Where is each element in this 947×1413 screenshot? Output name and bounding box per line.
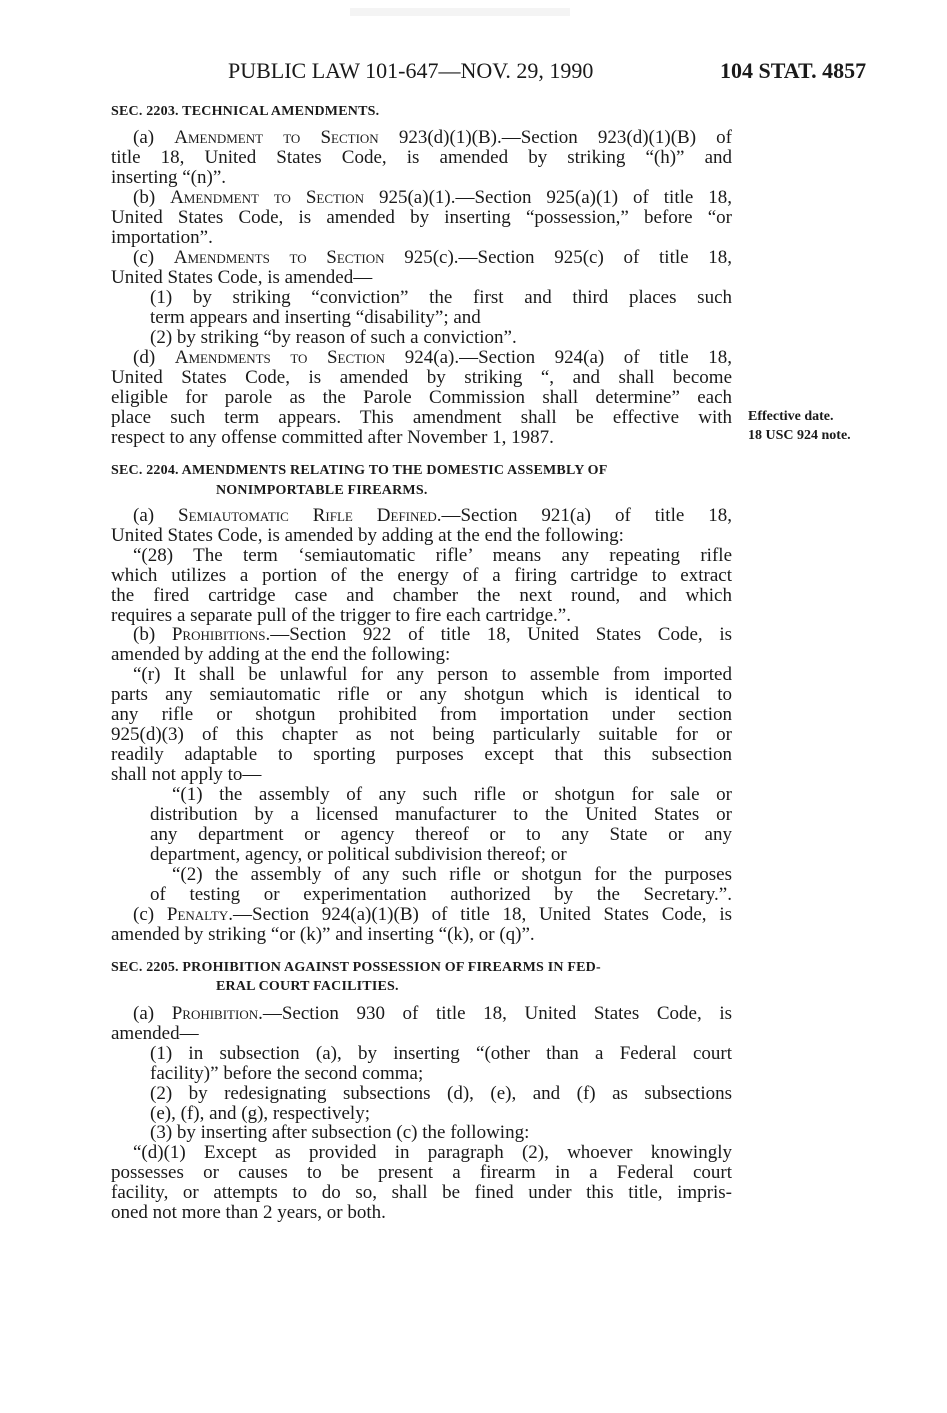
text-line: (e), (f), and (g), respectively;: [150, 1103, 370, 1124]
running-header-title: PUBLIC LAW 101-647—NOV. 29, 1990: [228, 58, 594, 83]
text-line: (d) Amendments to Section 924(a).—Section 924(a) of title 18,: [133, 347, 732, 368]
text-line: United States Code, is amended—: [111, 267, 373, 288]
text-line: (2) by striking “by reason of such a conviction”.: [150, 327, 517, 348]
text-line: parts any semiautomatic rifle or any shotgun which is identical to: [111, 684, 732, 705]
stat-page-number: 104 STAT. 4857: [720, 58, 867, 83]
text-line: respect to any offense committed after November 1, 1987.: [111, 427, 554, 448]
margin-note: 18 USC 924 note.: [748, 428, 851, 443]
text-line: (c) Penalty.—Section 924(a)(1)(B) of title 18, United States Code, is: [133, 904, 733, 925]
text-line: the fired cartridge case and chamber the next round, and which: [111, 585, 732, 606]
text-line: inserting “(n)”.: [111, 167, 227, 188]
text-line: 925(d)(3) of this chapter as not being particularly suitable for or: [111, 724, 732, 745]
text-line: title 18, United States Code, is amended by striking “(h)” and: [111, 147, 732, 168]
text-line: amended by adding at the end the following:: [111, 644, 451, 665]
text-line: United States Code, is amended by adding at the end the following:: [111, 525, 624, 546]
text-line: (3) by inserting after subsection (c) the following:: [150, 1122, 530, 1143]
section-heading: SEC. 2205. PROHIBITION AGAINST POSSESSION OF FIREARMS IN FED-: [111, 960, 601, 975]
text-line: (c) Amendments to Section 925(c).—Section 925(c) of title 18,: [133, 247, 732, 268]
text-line: (1) by striking “conviction” the first and third places such: [150, 287, 732, 308]
text-line: (b) Amendment to Section 925(a)(1).—Section 925(a)(1) of title 18,: [133, 187, 732, 208]
text-line: which utilizes a portion of the energy of a firing cartridge to extract: [111, 565, 732, 586]
text-line: distribution by a licensed manufacturer to the United States or: [150, 804, 732, 825]
text-line: department, agency, or political subdivision thereof; or: [150, 844, 567, 865]
section-heading: SEC. 2203. TECHNICAL AMENDMENTS.: [111, 104, 380, 119]
text-line: amended—: [111, 1023, 199, 1044]
text-line: facility, or attempts to do so, shall be fined under this title, impris-: [111, 1182, 732, 1203]
text-line: of testing or experimentation authorized by the Secretary.”.: [150, 884, 732, 905]
text-line: importation”.: [111, 227, 213, 248]
text-line: any department or agency thereof or to any State or any: [150, 824, 732, 845]
text-line: facility)” before the second comma;: [150, 1063, 424, 1084]
text-line: United States Code, is amended by inserting “possession,” before “or: [111, 207, 732, 228]
text-line: amended by striking “or (k)” and inserting “(k), or (q)”.: [111, 924, 535, 945]
text-line: (a) Prohibition.—Section 930 of title 18, United States Code, is: [133, 1003, 732, 1024]
section-heading: NONIMPORTABLE FIREARMS.: [216, 483, 428, 498]
text-line: (1) in subsection (a), by inserting “(other than a Federal court: [150, 1043, 732, 1064]
text-line: eligible for parole as the Parole Commission shall determine” each: [111, 387, 732, 408]
text-line: “(2) the assembly of any such rifle or shotgun for the purposes: [172, 864, 732, 885]
text-line: “(1) the assembly of any such rifle or shotgun for sale or: [172, 784, 732, 805]
text-line: (a) Amendment to Section 923(d)(1)(B).—Section 923(d)(1)(B) of: [133, 127, 732, 148]
text-line: “(r) It shall be unlawful for any person to assemble from imported: [133, 664, 732, 685]
section-heading: ERAL COURT FACILITIES.: [216, 979, 399, 994]
text-line: “(28) The term ‘semiautomatic rifle’ means any repeating rifle: [133, 545, 732, 566]
text-line: oned not more than 2 years, or both.: [111, 1202, 386, 1223]
text-line: term appears and inserting “disability”; and: [150, 307, 481, 328]
margin-note: Effective date.: [748, 409, 834, 424]
text-line: requires a separate pull of the trigger to fire each cartridge.”.: [111, 605, 571, 626]
text-line: any rifle or shotgun prohibited from importation under section: [111, 704, 732, 725]
text-line: United States Code, is amended by striking “, and shall become: [111, 367, 732, 388]
text-line: (a) Semiautomatic Rifle Defined.—Section 921(a) of title 18,: [133, 505, 732, 526]
text-line: (2) by redesignating subsections (d), (e), and (f) as subsections: [150, 1083, 732, 1104]
bleed-through-mark: [350, 8, 570, 16]
text-line: shall not apply to—: [111, 764, 262, 785]
text-line: “(d)(1) Except as provided in paragraph (2), whoever knowingly: [133, 1142, 732, 1163]
text-line: place such term appears. This amendment shall be effective with: [111, 407, 732, 428]
text-line: (b) Prohibitions.—Section 922 of title 18, United States Code, is: [133, 624, 733, 645]
section-heading: SEC. 2204. AMENDMENTS RELATING TO THE DOMESTIC ASSEMBLY OF: [111, 463, 608, 478]
text-line: readily adaptable to sporting purposes except that this subsection: [111, 744, 732, 765]
text-line: possesses or causes to be present a firearm in a Federal court: [111, 1162, 732, 1183]
